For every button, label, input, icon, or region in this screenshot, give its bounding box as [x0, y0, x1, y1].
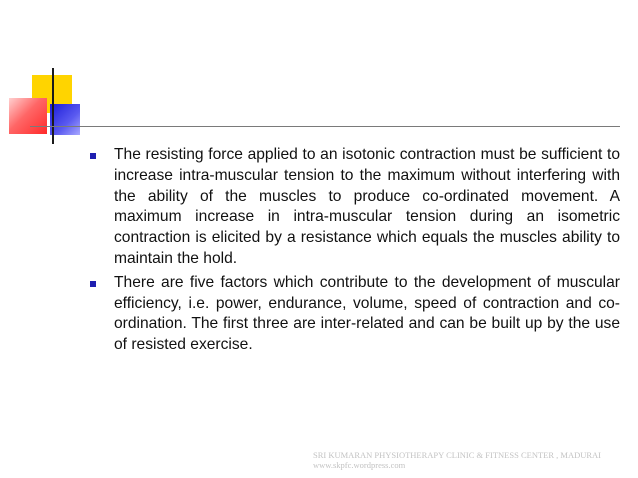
bullet-item	[88, 273, 620, 356]
bullet-item	[88, 145, 620, 270]
bullet-text: There are five factors which contribute to the development of muscular efficiency, i.e. power, endurance, volume, speed of contraction and co-ordination. The first three are inter-related and can be built up by the use of resisted exercise.	[114, 273, 620, 354]
footer-website[interactable]: www.skpfc.wordpress.com	[313, 460, 406, 470]
decor-red-square	[9, 98, 47, 134]
footer	[313, 450, 613, 470]
bullet-text: The resisting force applied to an isotonic contraction must be sufficient to increase intra-muscular tension to the maximum without interfering with the ability of the muscles to produce co-ordinated movement. A maximum increase in intra-muscular tension during an isometric contraction is elicited by a resistance which equals the muscles ability to maintain the hold.	[114, 146, 620, 267]
bullet-list	[88, 145, 620, 359]
square-bullet-icon	[90, 153, 96, 159]
decor-vertical-line	[52, 68, 54, 144]
title-divider-line	[30, 126, 620, 127]
footer-organization: SRI KUMARAN PHYSIOTHERAPY CLINIC & FITNESS CENTER , MADURAI	[313, 450, 601, 460]
decor-blue-square	[50, 104, 80, 135]
square-bullet-icon	[90, 281, 96, 287]
